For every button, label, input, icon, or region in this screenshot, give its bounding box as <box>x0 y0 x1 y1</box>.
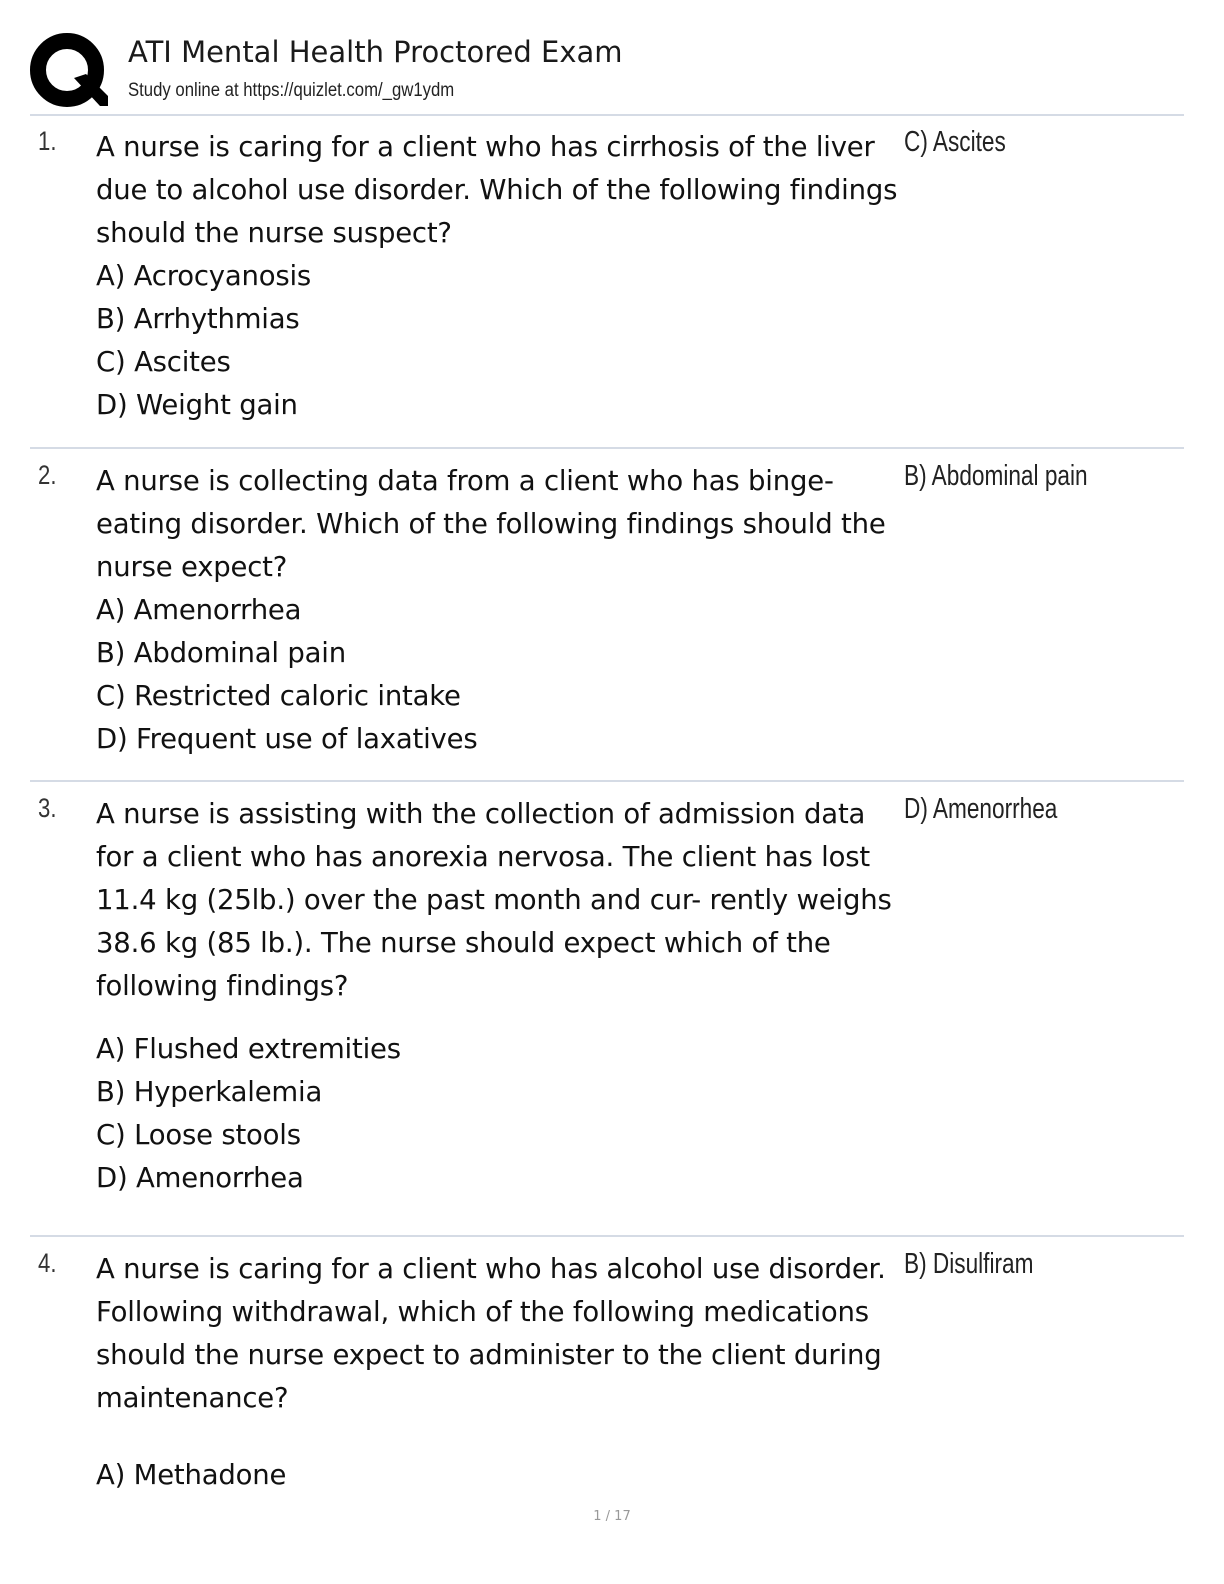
answer: B) Abdominal pain <box>904 460 1088 492</box>
answer: D) Amenorrhea <box>904 793 1058 825</box>
option: A) Amenorrhea <box>96 594 302 626</box>
answer: B) Disulfiram <box>904 1248 1034 1280</box>
divider <box>30 780 1184 782</box>
page-number: 1 / 17 <box>593 1509 631 1524</box>
question-text: A nurse is caring for a client who has alcohol use disorder. Following withdrawal, which of the following medications should the nurse expect to administer to the client during maintenance? <box>96 1253 886 1414</box>
question-number: 4. <box>38 1248 57 1278</box>
answer: C) Ascites <box>904 126 1006 158</box>
option: B) Hyperkalemia <box>96 1076 323 1108</box>
option: C) Loose stools <box>96 1119 301 1151</box>
divider <box>30 447 1184 449</box>
page-header <box>30 30 1182 114</box>
option: D) Weight gain <box>96 389 298 421</box>
question-text: A nurse is assisting with the collection of admission data for a client who has anorexia nervosa. The client has lost 11.4 kg (25lb.) over the past month and cur- rently weighs 38.6 kg (85 lb.). The nurse should expect which of the following findings? <box>96 798 892 1002</box>
option: C) Restricted caloric intake <box>96 680 461 712</box>
question-number: 1. <box>38 126 57 156</box>
question-number: 3. <box>38 793 57 823</box>
divider <box>30 1235 1184 1237</box>
divider <box>30 114 1184 116</box>
question-number: 2. <box>38 460 57 490</box>
question-text: A nurse is collecting data from a client who has binge-eating disorder. Which of the following findings should the nurse expect? <box>96 465 886 583</box>
page-title: ATI Mental Health Proctored Exam <box>128 35 623 69</box>
quizlet-logo <box>30 32 110 112</box>
option: A) Acrocyanosis <box>96 260 312 292</box>
option: B) Arrhythmias <box>96 303 300 335</box>
option: D) Amenorrhea <box>96 1162 304 1194</box>
option: B) Abdominal pain <box>96 637 346 669</box>
option: A) Flushed extremities <box>96 1033 401 1065</box>
option: D) Frequent use of laxatives <box>96 723 478 755</box>
option: A) Methadone <box>96 1459 287 1491</box>
option: C) Ascites <box>96 346 231 378</box>
question-text: A nurse is caring for a client who has cirrhosis of the liver due to alcohol use disorder. Which of the following findings should the nurse suspect? <box>96 131 898 249</box>
study-online-link[interactable]: Study online at https://quizlet.com/_gw1ydm <box>128 80 455 101</box>
